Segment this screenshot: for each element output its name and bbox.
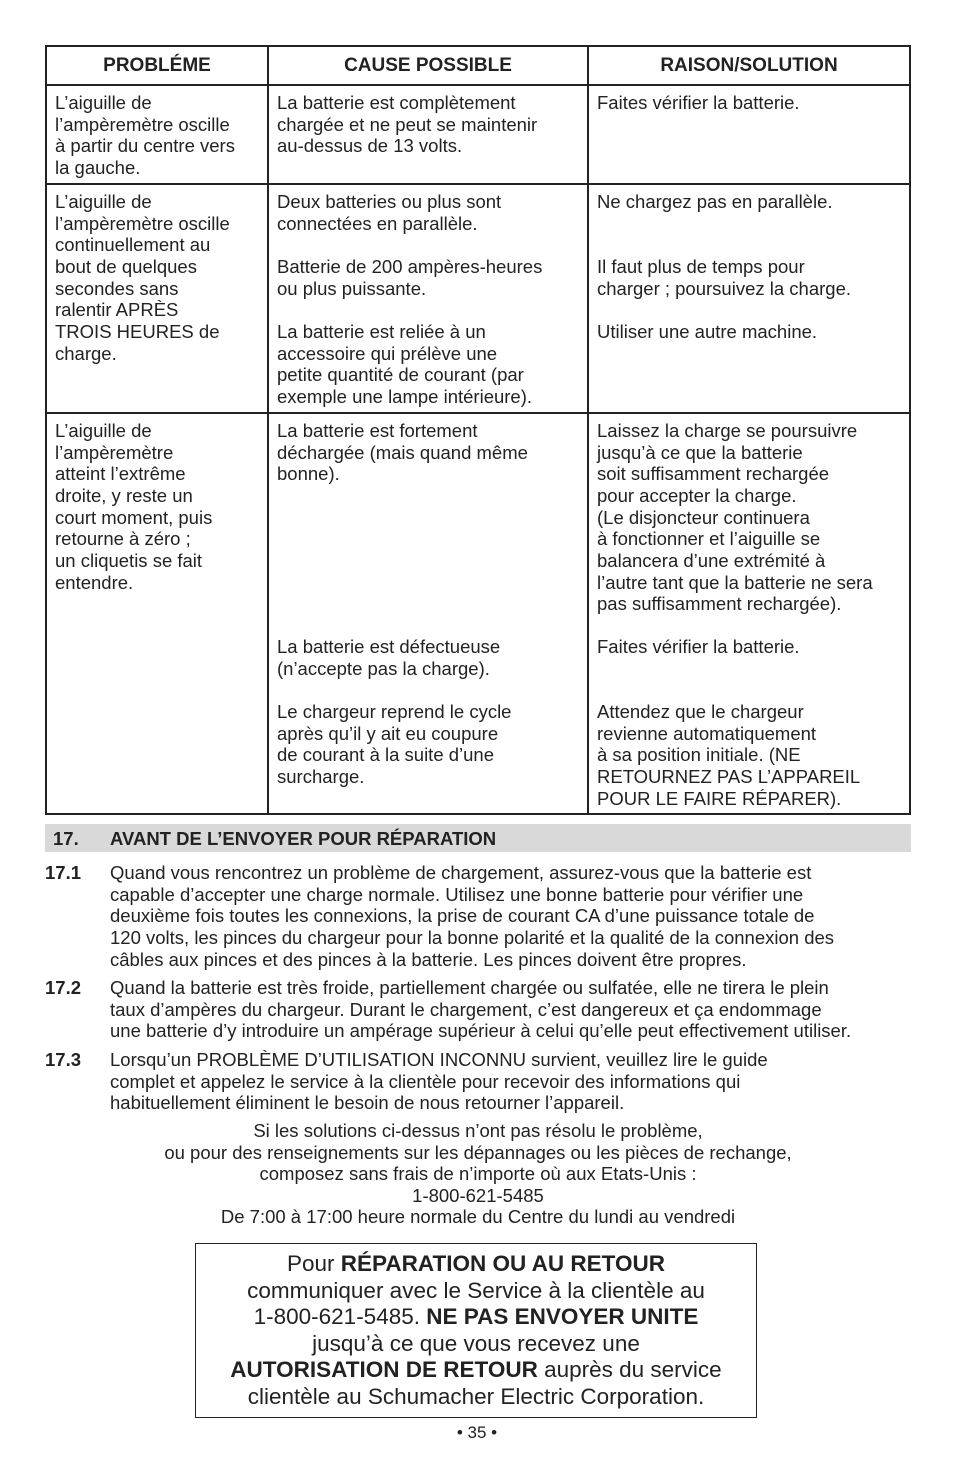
notice-emphasis: NE PAS ENVOYER UNITE [426, 1304, 699, 1330]
cause-text: Le chargeur reprend le cycle après qu’il y ait eu coupure de courant à la suite d’une surcharge. [277, 700, 512, 787]
solution-text: Utiliser une autre machine. [597, 320, 818, 342]
contact-info [45, 1120, 911, 1228]
cause-cell [268, 85, 588, 184]
notice-text: auprès du service [537, 1357, 722, 1383]
paragraph-number: 17.3 [45, 1049, 82, 1070]
problem-cell [46, 184, 268, 413]
solution-cell [588, 85, 910, 184]
notice-line [196, 1357, 756, 1384]
solution-cell [588, 184, 910, 413]
problem-text: L’aiguille de l’ampèremètre atteint l’extrême droite, y reste un court moment, puis retourne à zéro ; un cliquetis se fait entendre. [55, 419, 213, 593]
section-number: 17. [53, 828, 79, 849]
header-problem: PROBLÉME [46, 46, 268, 85]
cause-text: Batterie de 200 ampères-heures ou plus puissante. [277, 255, 543, 299]
cause-cell [268, 413, 588, 815]
notice-line: jusqu’à ce que vous recevez une [312, 1330, 640, 1356]
cause-cell [268, 184, 588, 413]
problem-text: L’aiguille de l’ampèremètre oscille continuellement au bout de quelques secondes sans ralentir APRÈS TROIS HEURES de charge. [55, 190, 230, 364]
contact-phone: 1-800-621-5485 [412, 1184, 544, 1206]
contact-hours: De 7:00 à 17:00 heure normale du Centre du lundi au vendredi [220, 1206, 736, 1228]
notice-text: Pour [287, 1251, 341, 1276]
return-notice-box [195, 1243, 757, 1418]
paragraph-number: 17.1 [45, 862, 82, 883]
header-solution: RAISON/SOLUTION [588, 46, 910, 85]
notice-line [196, 1251, 756, 1278]
paragraph-17-1 [45, 862, 913, 971]
section-heading [45, 824, 911, 852]
paragraph-number: 17.2 [45, 977, 82, 998]
problem-cell [46, 85, 268, 184]
notice-line: communiquer avec le Service à la clientèle au [247, 1277, 705, 1303]
solution-text: Faites vérifier la batterie. [597, 92, 800, 113]
solution-text: Laissez la charge se poursuivre jusqu’à ce que la batterie soit suffisamment rechargée pour accepter la charge. (Le disjoncteur continuera à fonctionner et l’aiguille se balancera d’une extrémité à l’autre tant que la batterie ne sera pas suffisamment rechargée). [597, 419, 873, 615]
paragraph-text: Quand la batterie est très froide, partiellement chargée ou sulfatée, elle ne tirera le plein taux d’ampères du chargeur. Durant le chargement, c’est dangereux et ça endommage une batterie d’y introduire un ampérage supérieur à celui qu’elle peut effectivement utiliser. [110, 977, 852, 1042]
notice-line [196, 1304, 756, 1331]
header-cause: CAUSE POSSIBLE [268, 46, 588, 85]
paragraph-text: Lorsqu’un PROBLÈME D’UTILISATION INCONNU survient, veuillez lire le guide complet et appelez le service à la clientèle pour recevoir des informations qui habituellement éliminent le besoin de nous retourner l’appareil. [110, 1049, 768, 1114]
table-row [46, 184, 910, 413]
solution-cell [588, 413, 910, 815]
contact-line: Si les solutions ci-dessus n’ont pas résolu le problème, [253, 1120, 703, 1141]
solution-text: Attendez que le chargeur revienne automatiquement à sa position initiale. (NE RETOURNEZ PAS L’APPAREIL POUR LE FAIRE RÉPARER). [597, 700, 861, 809]
section-title: AVANT DE L’ENVOYER POUR RÉPARATION [110, 828, 497, 849]
page-number: • 35 • [456, 1423, 498, 1442]
notice-line: clientèle au Schumacher Electric Corporation. [247, 1383, 705, 1409]
table-header-row [46, 46, 910, 85]
notice-text: 1-800-621-5485. [253, 1304, 427, 1330]
paragraph-text: Quand vous rencontrez un problème de chargement, assurez-vous que la batterie est capable d’accepter une charge normale. Utilisez une bonne batterie pour vérifier une deuxième fois toutes les connexions, la prise de courant CA d’une puissance totale de 120 volts, les pinces du chargeur pour la bonne polarité et la qualité de la connexion des câbles aux pinces et des pinces à la batterie. Les pinces doivent être propres. [110, 862, 835, 970]
contact-line: ou pour des renseignements sur les dépannages ou les pièces de rechange, [164, 1141, 792, 1163]
paragraph-17-3 [45, 1049, 913, 1114]
problem-cell [46, 413, 268, 815]
solution-text: Il faut plus de temps pour charger ; poursuivez la charge. [597, 255, 851, 299]
solution-text: Faites vérifier la batterie. [597, 635, 800, 657]
problem-text: L’aiguille de l’ampèremètre oscille à partir du centre vers la gauche. [55, 92, 235, 179]
cause-text: La batterie est défectueuse (n’accepte pas la charge). [277, 635, 501, 679]
table-row [46, 413, 910, 815]
solution-text: Ne chargez pas en parallèle. [597, 190, 833, 212]
paragraph-17-2 [45, 977, 913, 1042]
cause-text: La batterie est fortement déchargée (mais quand même bonne). [277, 419, 528, 485]
cause-text: La batterie est reliée à un accessoire qui prélève une petite quantité de courant (par exemple une lampe intérieure). [277, 320, 533, 407]
cause-text: La batterie est complètement chargée et ne peut se maintenir au-dessus de 13 volts. [277, 92, 538, 157]
troubleshooting-table [45, 45, 911, 815]
notice-emphasis: RÉPARATION OU AU RETOUR [340, 1251, 665, 1276]
cause-text: Deux batteries ou plus sont connectées en parallèle. [277, 190, 502, 234]
table-row [46, 85, 910, 184]
contact-line: composez sans frais de n’importe où aux Etats-Unis : [259, 1163, 697, 1185]
notice-emphasis: AUTORISATION DE RETOUR [230, 1357, 538, 1383]
